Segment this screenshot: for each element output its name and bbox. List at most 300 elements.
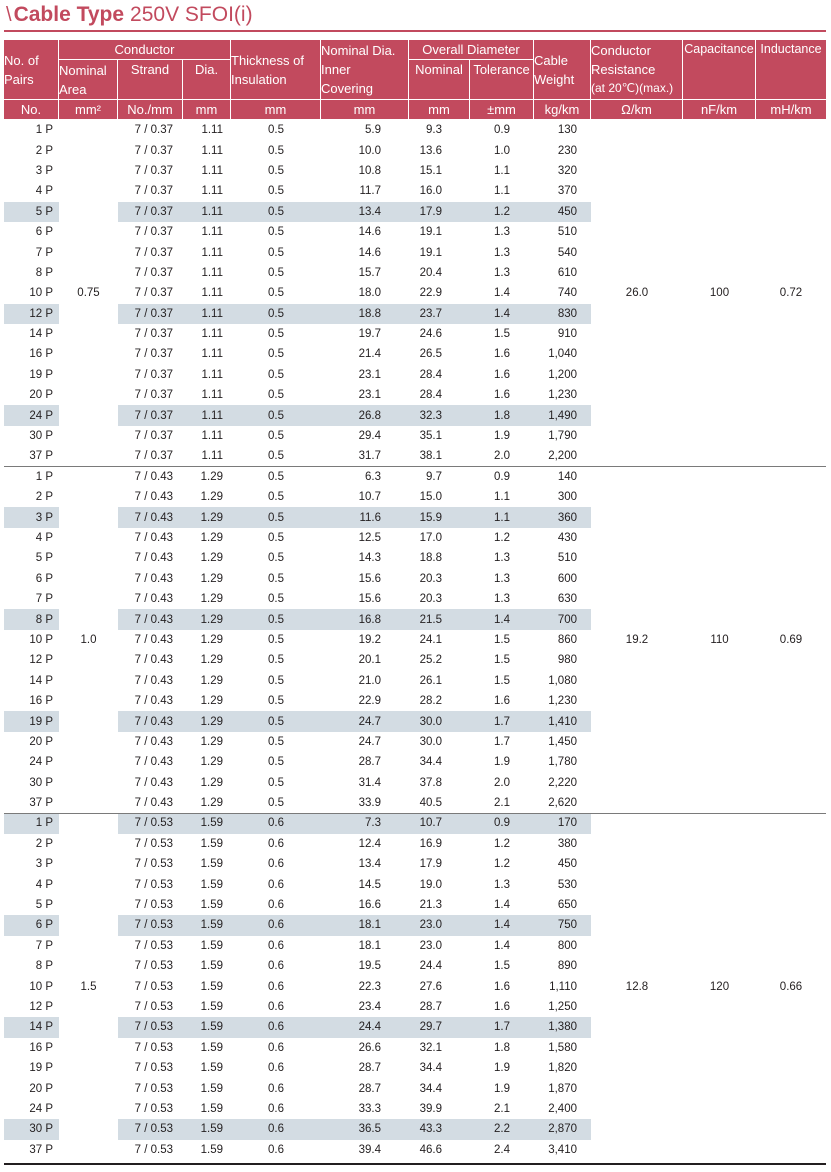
capacitance-cell — [683, 589, 756, 609]
capacitance-cell — [683, 263, 756, 283]
weight-cell: 1,870 — [548, 1082, 577, 1095]
weight-cell: 800 — [557, 939, 577, 952]
dia-cell: 1.59 — [200, 1082, 223, 1095]
table-row — [4, 569, 826, 589]
thickness-cell: 0.5 — [268, 164, 284, 177]
inner-covering-cell: 24.7 — [321, 711, 409, 731]
inductance-cell — [756, 793, 826, 813]
pairs-cell: 30 P — [29, 776, 53, 789]
dia-cell: 1.11 — [201, 124, 223, 137]
resistance-cell — [591, 1119, 683, 1139]
pairs-cell: 16 P — [29, 695, 53, 708]
overall-nominal-cell: 17.0 — [419, 532, 442, 544]
resistance-cell — [591, 344, 683, 364]
tolerance-cell: 1.1 — [494, 185, 510, 198]
inductance-cell — [756, 405, 826, 425]
weight-cell: 1,080 — [548, 674, 577, 687]
thickness-cell: 0.5 — [231, 405, 321, 425]
tolerance-cell: 1.3 — [494, 226, 510, 239]
thickness-cell: 0.5 — [268, 389, 284, 402]
header-inductance: Inductance — [756, 40, 826, 99]
weight-cell: 860 — [557, 633, 577, 646]
inductance-cell — [756, 569, 826, 589]
resistance-cell — [591, 120, 683, 140]
table-row — [4, 752, 826, 772]
area-cell — [59, 405, 118, 425]
table-row — [4, 773, 826, 793]
overall-nominal-cell: 28.4 — [419, 389, 442, 402]
resistance-cell — [591, 202, 683, 222]
thickness-cell: 0.5 — [268, 532, 284, 544]
inner-covering-cell: 14.6 — [358, 246, 381, 259]
inductance-cell — [756, 242, 826, 262]
header-od-tolerance: Tolerance — [470, 60, 533, 99]
tolerance-cell: 1.2 — [470, 202, 534, 222]
tolerance-cell: 1.4 — [494, 899, 510, 912]
weight-cell: 980 — [557, 654, 577, 667]
area-cell: 1.0 — [80, 633, 97, 646]
weight-cell: 1,200 — [548, 368, 577, 381]
overall-nominal-cell: 20.3 — [419, 593, 442, 606]
resistance-cell: 26.0 — [625, 287, 649, 300]
capacitance-cell — [683, 120, 756, 140]
capacitance-cell: 100 — [709, 287, 730, 300]
thickness-cell: 0.5 — [268, 633, 284, 646]
strand-cell: 7 / 0.43 — [118, 711, 183, 731]
weight-cell: 230 — [557, 144, 577, 157]
strand-cell: 7 / 0.37 — [134, 226, 173, 239]
inner-covering-cell: 15.7 — [358, 266, 381, 279]
weight-cell: 1,250 — [548, 1000, 577, 1013]
resistance-cell — [591, 426, 683, 446]
thickness-cell: 0.5 — [268, 368, 284, 381]
overall-nominal-cell: 34.4 — [419, 756, 442, 769]
overall-nominal-cell: 35.1 — [419, 430, 442, 443]
tolerance-cell: 1.6 — [494, 980, 510, 993]
thickness-cell: 0.5 — [268, 735, 284, 748]
area-cell — [59, 691, 118, 711]
resistance-cell — [591, 915, 683, 935]
header-dia: Dia. — [183, 60, 230, 99]
resistance-cell — [591, 1099, 683, 1119]
tolerance-cell: 2.0 — [494, 450, 510, 463]
inner-covering-cell: 7.3 — [321, 813, 409, 833]
inner-covering-cell: 23.4 — [358, 1000, 381, 1013]
overall-nominal-cell: 18.8 — [419, 552, 442, 565]
title-cable-type: Cable Type — [13, 3, 125, 26]
thickness-cell: 0.5 — [268, 348, 284, 361]
weight-cell: 740 — [557, 287, 577, 300]
thickness-cell: 0.5 — [268, 287, 284, 300]
tolerance-cell: 1.2 — [494, 532, 510, 544]
resistance-cell — [591, 548, 683, 568]
tolerance-cell: 1.1 — [494, 164, 510, 177]
overall-nominal-cell: 23.7 — [409, 304, 470, 324]
thickness-cell: 0.5 — [231, 609, 321, 629]
inductance-cell — [756, 650, 826, 670]
inner-covering-cell: 28.7 — [358, 1082, 381, 1095]
weight-cell: 630 — [557, 593, 577, 606]
inner-covering-cell: 19.7 — [358, 328, 381, 341]
table-row — [4, 1038, 826, 1058]
overall-nominal-cell: 26.5 — [419, 348, 442, 361]
dia-cell: 1.11 — [201, 368, 223, 381]
inner-covering-cell: 26.8 — [321, 405, 409, 425]
inner-covering-cell: 15.6 — [358, 593, 381, 606]
strand-cell: 7 / 0.43 — [134, 756, 173, 769]
overall-nominal-cell: 28.7 — [419, 1000, 442, 1013]
area-cell — [59, 426, 118, 446]
tolerance-cell: 1.3 — [494, 593, 510, 606]
inductance-cell — [756, 874, 826, 894]
tolerance-cell: 1.8 — [494, 1041, 510, 1054]
inductance-cell — [756, 956, 826, 976]
capacitance-cell — [683, 365, 756, 385]
capacitance-cell — [683, 1099, 756, 1119]
capacitance-cell — [683, 936, 756, 956]
unit-area: mm² — [59, 100, 117, 119]
thickness-cell: 0.5 — [268, 593, 284, 606]
dia-cell: 1.29 — [200, 572, 223, 585]
inductance-cell — [756, 1140, 826, 1160]
overall-nominal-cell: 15.0 — [419, 491, 442, 504]
area-cell — [59, 650, 118, 670]
capacitance-cell — [683, 181, 756, 201]
overall-nominal-cell: 23.0 — [409, 915, 470, 935]
pairs-cell: 4 P — [35, 185, 53, 198]
strand-cell: 7 / 0.37 — [134, 430, 173, 443]
area-cell — [59, 548, 118, 568]
inner-covering-cell: 23.1 — [358, 368, 381, 381]
area-cell — [59, 385, 118, 405]
dia-cell: 1.29 — [200, 776, 223, 789]
area-cell — [59, 1119, 118, 1139]
header-overall-diameter: Overall Diameter — [409, 40, 533, 59]
resistance-cell — [591, 467, 683, 487]
overall-nominal-cell: 40.5 — [419, 797, 442, 810]
weight-cell: 300 — [557, 491, 577, 504]
capacitance-cell — [683, 874, 756, 894]
thickness-cell: 0.5 — [268, 144, 284, 157]
inductance-cell — [756, 140, 826, 160]
table-row — [4, 1140, 826, 1160]
pairs-cell: 20 P — [29, 389, 53, 402]
pairs-cell: 5 P — [35, 899, 53, 912]
table-row — [4, 528, 826, 548]
resistance-cell — [591, 161, 683, 181]
area-cell — [59, 915, 118, 935]
tolerance-cell: 2.1 — [494, 797, 510, 810]
unit-inductance: mH/km — [756, 100, 826, 119]
overall-nominal-cell: 24.1 — [419, 633, 442, 646]
overall-nominal-cell: 28.4 — [419, 368, 442, 381]
thickness-cell: 0.6 — [231, 1119, 321, 1139]
weight-cell: 540 — [557, 246, 577, 259]
overall-nominal-cell: 43.3 — [409, 1119, 470, 1139]
tolerance-cell: 0.9 — [470, 813, 534, 833]
capacitance-cell — [683, 304, 756, 324]
inner-covering-cell: 10.8 — [358, 164, 381, 177]
table-row — [4, 976, 826, 996]
overall-nominal-cell: 37.8 — [419, 776, 442, 789]
inner-covering-cell: 5.9 — [365, 124, 381, 137]
strand-cell: 7 / 0.53 — [134, 899, 173, 912]
inductance-cell — [756, 181, 826, 201]
unit-nominal-dia: mm — [321, 100, 408, 119]
table-row — [4, 915, 826, 935]
capacitance-cell — [683, 793, 756, 813]
tolerance-cell: 0.9 — [494, 124, 510, 137]
capacitance-cell — [683, 446, 756, 466]
capacitance-cell — [683, 854, 756, 874]
overall-nominal-cell: 25.2 — [419, 654, 442, 667]
resistance-cell — [591, 732, 683, 752]
dia-cell: 1.59 — [200, 858, 223, 871]
resistance-cell — [591, 895, 683, 915]
overall-nominal-cell: 39.9 — [419, 1102, 442, 1115]
weight-cell: 320 — [557, 164, 577, 177]
inductance-cell — [756, 202, 826, 222]
capacitance-cell — [683, 405, 756, 425]
pairs-cell: 10 P — [29, 980, 53, 993]
strand-cell: 7 / 0.37 — [134, 164, 173, 177]
unit-no: No. — [4, 100, 58, 119]
table-row — [4, 671, 826, 691]
weight-cell: 1,230 — [548, 389, 577, 402]
inductance-cell — [756, 365, 826, 385]
dia-cell: 1.11 — [201, 266, 223, 279]
tolerance-cell: 1.4 — [470, 609, 534, 629]
pairs-cell: 3 P — [35, 858, 53, 871]
dia-cell: 1.11 — [201, 144, 223, 157]
inductance-cell — [756, 1099, 826, 1119]
area-cell — [59, 528, 118, 548]
table-row — [4, 854, 826, 874]
unit-od-nominal: mm — [409, 100, 469, 119]
area-cell — [59, 752, 118, 772]
thickness-cell: 0.5 — [268, 552, 284, 565]
overall-nominal-cell: 28.2 — [419, 695, 442, 708]
thickness-cell: 0.5 — [268, 776, 284, 789]
inductance-cell — [756, 426, 826, 446]
group-divider — [4, 813, 826, 814]
weight-cell: 170 — [534, 813, 591, 833]
area-cell — [59, 161, 118, 181]
header-conductor-resistance: Conductor Resistance (at 20℃)(max.) — [591, 40, 682, 99]
table-row — [4, 120, 826, 140]
area-cell — [59, 507, 118, 527]
capacitance-cell — [683, 609, 756, 629]
thickness-cell: 0.5 — [268, 450, 284, 463]
overall-nominal-cell: 21.3 — [419, 899, 442, 912]
overall-nominal-cell: 32.1 — [419, 1041, 442, 1054]
area-cell — [59, 671, 118, 691]
table-row — [4, 548, 826, 568]
pairs-cell: 2 P — [35, 491, 53, 504]
title-model: 250V SFOI(i) — [130, 3, 253, 26]
tolerance-cell: 1.2 — [494, 858, 510, 871]
overall-nominal-cell: 19.0 — [419, 878, 442, 891]
strand-cell: 7 / 0.43 — [118, 609, 183, 629]
inner-covering-cell: 28.7 — [358, 756, 381, 769]
table-row — [4, 140, 826, 160]
dia-cell: 1.29 — [200, 491, 223, 504]
pairs-cell: 24 P — [29, 1102, 53, 1115]
table-row — [4, 161, 826, 181]
table-row — [4, 834, 826, 854]
pairs-cell: 20 P — [29, 1082, 53, 1095]
pairs-cell: 24 P — [4, 405, 59, 425]
resistance-cell: 12.8 — [625, 980, 649, 993]
dia-cell: 1.11 — [201, 185, 223, 198]
thickness-cell: 0.5 — [231, 202, 321, 222]
capacitance-cell — [683, 711, 756, 731]
thickness-cell: 0.6 — [231, 813, 321, 833]
unit-resistance: Ω/km — [591, 100, 682, 119]
strand-cell: 7 / 0.53 — [118, 1119, 183, 1139]
capacitance-cell: 120 — [709, 980, 730, 993]
inductance-cell — [756, 487, 826, 507]
resistance-cell — [591, 936, 683, 956]
table-row — [4, 997, 826, 1017]
resistance-cell — [591, 773, 683, 793]
tolerance-cell: 1.7 — [494, 735, 510, 748]
strand-cell: 7 / 0.53 — [134, 858, 173, 871]
thickness-cell: 0.5 — [268, 430, 284, 443]
inductance-cell — [756, 936, 826, 956]
tolerance-cell: 1.4 — [494, 287, 510, 300]
overall-nominal-cell: 32.3 — [409, 405, 470, 425]
table-row — [4, 732, 826, 752]
dia-cell: 1.11 — [201, 287, 223, 300]
table-row — [4, 630, 826, 650]
strand-cell: 7 / 0.43 — [134, 572, 173, 585]
dia-cell: 1.29 — [200, 633, 223, 646]
dia-cell: 1.11 — [201, 328, 223, 341]
area-cell — [59, 324, 118, 344]
thickness-cell: 0.5 — [268, 246, 284, 259]
weight-cell: 2,620 — [548, 797, 577, 810]
resistance-cell — [591, 365, 683, 385]
inner-covering-cell: 39.4 — [358, 1143, 381, 1156]
tolerance-cell: 1.1 — [470, 507, 534, 527]
overall-nominal-cell: 19.1 — [419, 226, 442, 239]
resistance-cell — [591, 1017, 683, 1037]
thickness-cell: 0.5 — [268, 695, 284, 708]
overall-nominal-cell: 26.1 — [419, 674, 442, 687]
weight-cell: 830 — [534, 304, 591, 324]
inductance-cell — [756, 120, 826, 140]
capacitance-cell — [683, 1119, 756, 1139]
strand-cell: 7 / 0.43 — [134, 633, 173, 646]
inductance-cell — [756, 813, 826, 833]
thickness-cell: 0.6 — [268, 1102, 284, 1115]
thickness-cell: 0.5 — [231, 304, 321, 324]
header-strand: Strand — [118, 60, 182, 99]
tolerance-cell: 1.5 — [494, 654, 510, 667]
weight-cell: 2,220 — [548, 776, 577, 789]
capacitance-cell — [683, 1078, 756, 1098]
unit-thickness: mm — [231, 100, 320, 119]
tolerance-cell: 2.2 — [470, 1119, 534, 1139]
weight-cell: 610 — [557, 266, 577, 279]
strand-cell: 7 / 0.53 — [134, 980, 173, 993]
inner-covering-cell: 18.1 — [321, 915, 409, 935]
dia-cell: 1.29 — [200, 797, 223, 810]
dia-cell: 1.59 — [200, 980, 223, 993]
table-row — [4, 405, 826, 425]
inductance-cell — [756, 528, 826, 548]
thickness-cell: 0.6 — [268, 837, 284, 850]
inner-covering-cell: 21.4 — [358, 348, 381, 361]
tolerance-cell: 1.6 — [494, 389, 510, 402]
dia-cell: 1.29 — [200, 470, 223, 483]
capacitance-cell — [683, 834, 756, 854]
dia-cell: 1.29 — [200, 552, 223, 565]
thickness-cell: 0.5 — [268, 226, 284, 239]
thickness-cell: 0.5 — [231, 711, 321, 731]
capacitance-cell — [683, 487, 756, 507]
strand-cell: 7 / 0.43 — [134, 593, 173, 606]
capacitance-cell — [683, 1058, 756, 1078]
table-row — [4, 467, 826, 487]
resistance-cell — [591, 813, 683, 833]
overall-nominal-cell: 29.7 — [409, 1017, 470, 1037]
inner-covering-cell: 36.5 — [321, 1119, 409, 1139]
dia-cell: 1.29 — [200, 756, 223, 769]
resistance-cell — [591, 569, 683, 589]
dia-cell: 1.59 — [200, 960, 223, 973]
inductance-cell — [756, 854, 826, 874]
inner-covering-cell: 18.1 — [358, 939, 381, 952]
area-cell — [59, 854, 118, 874]
capacitance-cell — [683, 222, 756, 242]
table-row — [4, 507, 826, 527]
inductance-cell — [756, 222, 826, 242]
capacitance-cell — [683, 528, 756, 548]
area-cell — [59, 120, 118, 140]
inductance-cell — [756, 732, 826, 752]
tolerance-cell: 1.5 — [494, 328, 510, 341]
table-row — [4, 385, 826, 405]
table-row — [4, 1078, 826, 1098]
capacitance-cell — [683, 1038, 756, 1058]
pairs-cell: 16 P — [29, 348, 53, 361]
resistance-cell — [591, 304, 683, 324]
weight-cell: 700 — [534, 609, 591, 629]
capacitance-cell — [683, 548, 756, 568]
weight-cell: 1,820 — [548, 1062, 577, 1075]
strand-cell: 7 / 0.53 — [134, 837, 173, 850]
area-cell — [59, 1099, 118, 1119]
inductance-cell — [756, 161, 826, 181]
overall-nominal-cell: 30.0 — [419, 735, 442, 748]
strand-cell: 7 / 0.43 — [134, 776, 173, 789]
dia-cell: 1.11 — [201, 348, 223, 361]
pairs-cell: 12 P — [4, 304, 59, 324]
weight-cell: 1,450 — [548, 735, 577, 748]
strand-cell: 7 / 0.53 — [134, 878, 173, 891]
table-row — [4, 650, 826, 670]
strand-cell: 7 / 0.37 — [134, 185, 173, 198]
weight-cell: 910 — [557, 328, 577, 341]
table-row — [4, 202, 826, 222]
overall-nominal-cell: 24.6 — [419, 328, 442, 341]
table-row — [4, 589, 826, 609]
dia-cell: 1.59 — [200, 1041, 223, 1054]
tolerance-cell: 1.7 — [470, 1017, 534, 1037]
resistance-cell — [591, 1038, 683, 1058]
